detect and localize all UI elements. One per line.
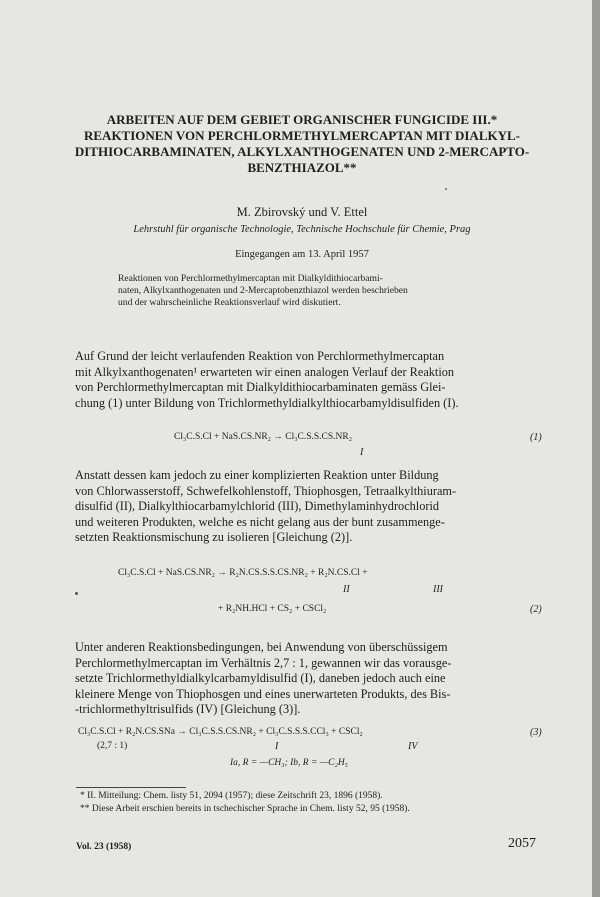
paragraph-line: und weiteren Produkten, welche es nicht gelang aus der bunt zusammenge- <box>75 514 445 529</box>
footnote-divider <box>76 787 186 788</box>
paragraph-line: setzte Trichlormethyldialkylcarbamyldisulfid (I), daneben jedoch auch eine <box>75 671 446 686</box>
equation-1: Cl₃C.S.Cl + NaS.CS.NR₂ → Cl₃C.S.S.CS.NR₂ <box>174 432 353 442</box>
affiliation: Lehrstuhl für organische Technologie, Technische Hochschule für Chemie, Prag <box>133 224 471 235</box>
paragraph-line: disulfid (II), Dialkylthiocarbamylchlorid (III), Dimethylaminhydrochlorid <box>75 499 440 514</box>
paragraph-1 <box>75 349 530 411</box>
paragraph-line: Auf Grund der leicht verlaufenden Reaktion von Perchlormethylmercaptan <box>75 349 445 363</box>
title-line: REAKTIONEN VON PERCHLORMETHYLMERCAPTAN MIT DIALKYL- <box>84 128 520 143</box>
footnote-1: * II. Mitteilung: Chem. listy 51, 2094 (1957); diese Zeitschrift 23, 1896 (1958). <box>80 791 383 801</box>
title-line: DITHIOCARBAMINATEN, ALKYLXANTHOGENATEN UND 2-MERCAPTO- <box>74 144 530 159</box>
equation-3-label-i: I <box>275 741 279 752</box>
paragraph-3 <box>75 640 530 718</box>
page-speck <box>445 188 447 190</box>
title-line: ARBEITEN AUF DEM GEBIET ORGANISCHER FUNGICIDE III.* <box>106 112 498 127</box>
equation-3-label-iv: IV <box>408 741 418 752</box>
paragraph-line: mit Alkylxanthogenaten¹ erwarteten wir einen analogen Verlauf der Reaktion <box>75 364 455 379</box>
article-title <box>40 112 564 176</box>
received-date: Eingegangen am 13. April 1957 <box>235 249 369 260</box>
title-line: BENZTHIAZOL** <box>247 160 357 175</box>
page-speck <box>75 592 78 595</box>
paragraph-line: Perchlormethylmercaptan im Verhältnis 2,7 : 1, gewannen wir das vorausge- <box>75 655 452 670</box>
paragraph-line: kleinere Menge von Thiophosgen und eines unerwarteten Produkts, des Bis- <box>75 686 451 701</box>
authors: M. Zbirovský und V. Ettel <box>236 205 368 219</box>
volume-label: Vol. 23 (1958) <box>76 842 132 852</box>
abstract-line: naten, Alkylxanthogenaten und 2-Mercaptobenzthiazol werden beschrieben <box>118 285 408 296</box>
equation-2-number: (2) <box>530 604 542 615</box>
equation-2-label-iii: III <box>433 584 443 595</box>
paragraph-line: von Chlorwasserstoff, Schwefelkohlenstoff, Thiophosgen, Tetraalkylthiuram- <box>75 483 457 498</box>
equation-2-label-ii: II <box>343 584 350 595</box>
equation-1-label: I <box>360 447 364 458</box>
equation-3-ratio: (2,7 : 1) <box>97 741 128 751</box>
paragraph-line: von Perchlormethylmercaptan mit Dialkyldithiocarbaminaten gemäss Glei- <box>75 380 446 395</box>
paragraph-2 <box>75 468 530 546</box>
equation-3-number: (3) <box>530 727 542 738</box>
paragraph-line: setzten Reaktionsmischung zu isolieren [Gleichung (2)]. <box>75 530 353 545</box>
footnote-2: ** Diese Arbeit erschien bereits in tschechischer Sprache in Chem. listy 52, 95 (1958). <box>80 804 410 814</box>
abstract-line: und der wahrscheinliche Reaktionsverlauf wird diskutiert. <box>118 297 341 308</box>
equation-3-line-1: Cl₃C.S.Cl + R₂N.CS.SNa → Cl₃C.S.S.CS.NR₂ + Cl₃C.S.S.S.CCl₃ + CSCl₂ <box>78 727 363 737</box>
equation-3-substituents: Ia, R = —CH₃; Ib, R = —C₂H₅ <box>230 758 348 768</box>
equation-2-line-1: Cl₃C.S.Cl + NaS.CS.NR₂ → R₂N.CS.S.S.CS.NR₂ + R₂N.CS.Cl + <box>118 568 368 578</box>
paragraph-line: -trichlormethyltrisulfids (IV) [Gleichung (3)]. <box>75 702 301 717</box>
page-number: 2057 <box>508 836 536 851</box>
paragraph-line: Unter anderen Reaktionsbedingungen, bei Anwendung von überschüssigem <box>75 640 448 654</box>
abstract <box>118 273 494 309</box>
paragraph-line: Anstatt dessen kam jedoch zu einer komplizierten Reaktion unter Bildung <box>75 468 439 482</box>
abstract-line: Reaktionen von Perchlormethylmercaptan mit Dialkyldithiocarbami- <box>118 273 383 284</box>
equation-2-line-2: + R₂NH.HCl + CS₂ + CSCl₂ <box>218 604 327 614</box>
equation-1-number: (1) <box>530 432 542 443</box>
paragraph-line: chung (1) unter Bildung von Trichlormethyldialkylthiocarbamyldisulfiden (I). <box>75 395 459 410</box>
